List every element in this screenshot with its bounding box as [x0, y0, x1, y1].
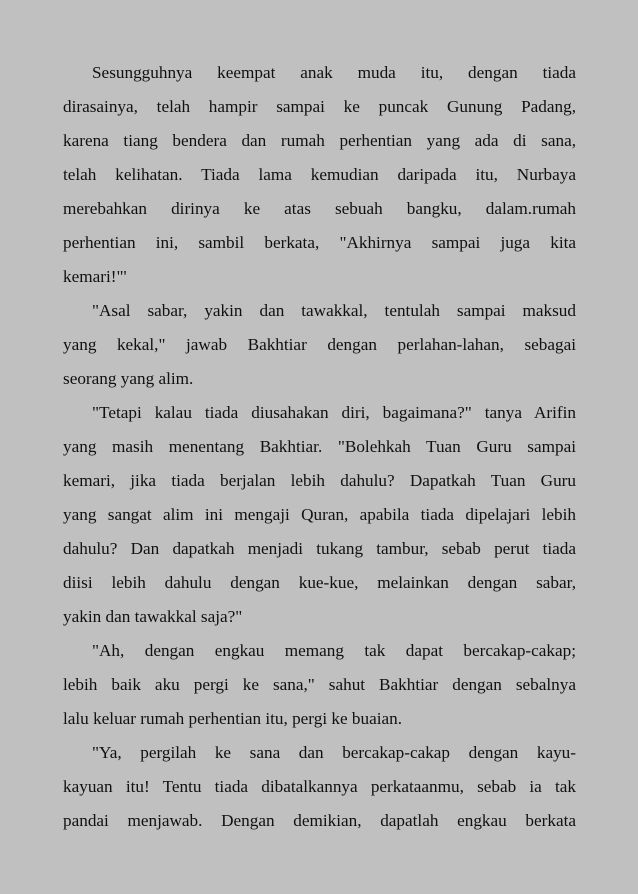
text-line: dirasainya, telah hampir sampai ke puncak Gunung Padang, — [63, 97, 576, 116]
text-line: yang kekal," jawab Bakhtiar dengan perlahan-lahan, sebagai — [63, 335, 576, 354]
text-line: karena tiang bendera dan rumah perhentian yang ada di sana, — [63, 131, 576, 150]
text-line: kemari, jika tiada berjalan lebih dahulu? Dapatkah Tuan Guru — [63, 471, 576, 490]
text-line: lebih baik aku pergi ke sana," sahut Bakhtiar dengan sebalnya — [63, 675, 576, 694]
text-line: yang sangat alim ini mengaji Quran, apabila tiada dipelajari lebih — [63, 505, 576, 524]
text-line: diisi lebih dahulu dengan kue-kue, melainkan dengan sabar, — [63, 573, 576, 592]
text-body — [63, 56, 576, 838]
text-line: Sesungguhnya keempat anak muda itu, dengan tiada — [92, 63, 576, 82]
text-line: perhentian ini, sambil berkata, "Akhirnya sampai juga kita — [63, 233, 576, 252]
text-line: "Tetapi kalau tiada diusahakan diri, bagaimana?" tanya Arifin — [92, 403, 576, 422]
text-line: kayuan itu! Tentu tiada dibatalkannya perkataanmu, sebab ia tak — [63, 777, 576, 796]
text-line: kemari!"' — [63, 267, 127, 286]
text-line: "Ah, dengan engkau memang tak dapat bercakap-cakap; — [92, 641, 576, 660]
text-line: telah kelihatan. Tiada lama kemudian daripada itu, Nurbaya — [63, 165, 576, 184]
text-line: yakin dan tawakkal saja?" — [63, 607, 243, 626]
text-line: seorang yang alim. — [63, 369, 194, 388]
document-page — [63, 56, 576, 838]
text-line: lalu keluar rumah perhentian itu, pergi ke buaian. — [63, 709, 403, 728]
text-line: "Asal sabar, yakin dan tawakkal, tentulah sampai maksud — [92, 301, 576, 320]
text-line: "Ya, pergilah ke sana dan bercakap-cakap dengan kayu- — [92, 743, 576, 762]
text-line: yang masih menentang Bakhtiar. "Bolehkah Tuan Guru sampai — [63, 437, 576, 456]
text-line: merebahkan dirinya ke atas sebuah bangku, dalam.rumah — [63, 199, 576, 218]
text-line: pandai menjawab. Dengan demikian, dapatlah engkau berkata — [63, 811, 576, 830]
text-line: dahulu? Dan dapatkah menjadi tukang tambur, sebab perut tiada — [63, 539, 576, 558]
